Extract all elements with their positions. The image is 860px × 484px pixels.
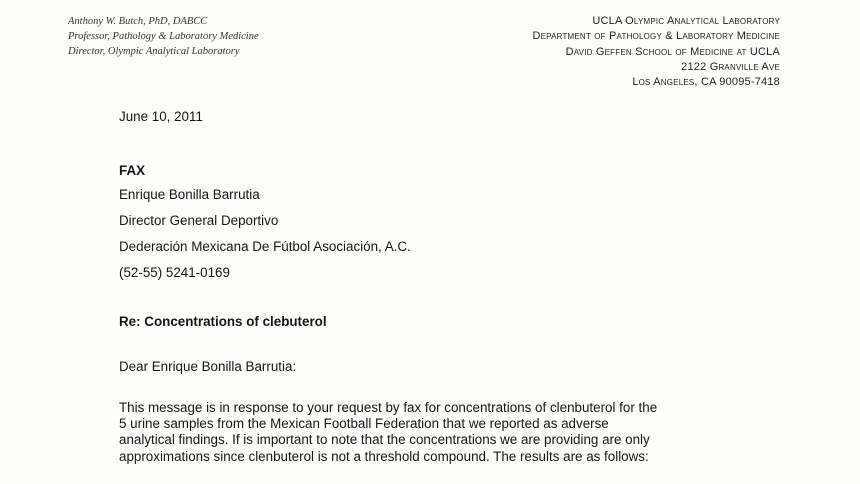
paragraph-line: 5 urine samples from the Mexican Football Federation that we reported as adverse [119,416,609,432]
recipient-organization: Dederación Mexicana De Fútbol Asociación, A.C. [119,239,411,254]
lab-department: Department of Pathology & Laboratory Medicine [532,30,780,43]
recipient-block [119,160,759,286]
letter-body [119,109,759,465]
lab-name: UCLA Olympic Analytical Laboratory [592,15,780,27]
recipient-title: Director General Deportivo [119,213,279,228]
lab-city: Los Angeles, CA 90095-7418 [632,76,780,89]
recipient-phone: (52-55) 5241-0169 [119,265,230,280]
paragraph-line: approximations since clenbuterol is not a threshold compound. The results are as follows: [119,448,649,464]
lab-street: 2122 Granville Ave [681,60,780,73]
body-paragraph [119,400,759,465]
delivery-method: FAX [119,163,146,178]
author-role: Director, Olympic Analytical Laboratory [68,46,240,57]
lab-school: David Geffen School of Medicine at UCLA [565,45,780,58]
letterhead-author [68,14,259,59]
author-title: Professor, Pathology & Laboratory Medicine [68,31,259,42]
paragraph-line: This message is in response to your request by fax for concentrations of clenbuterol for the [119,400,658,415]
salutation: Dear Enrique Bonilla Barrutia: [119,359,297,374]
letterhead-lab-address [532,14,780,90]
letter-date: June 10, 2011 [119,109,203,124]
subject-line: Re: Concentrations of clebuterol [119,314,327,329]
paragraph-line: analytical findings. If is important to note that the concentrations we are providing are only [119,432,650,448]
author-name: Anthony W. Butch, PhD, DABCC [68,16,208,27]
recipient-name: Enrique Bonilla Barrutia [119,187,260,202]
